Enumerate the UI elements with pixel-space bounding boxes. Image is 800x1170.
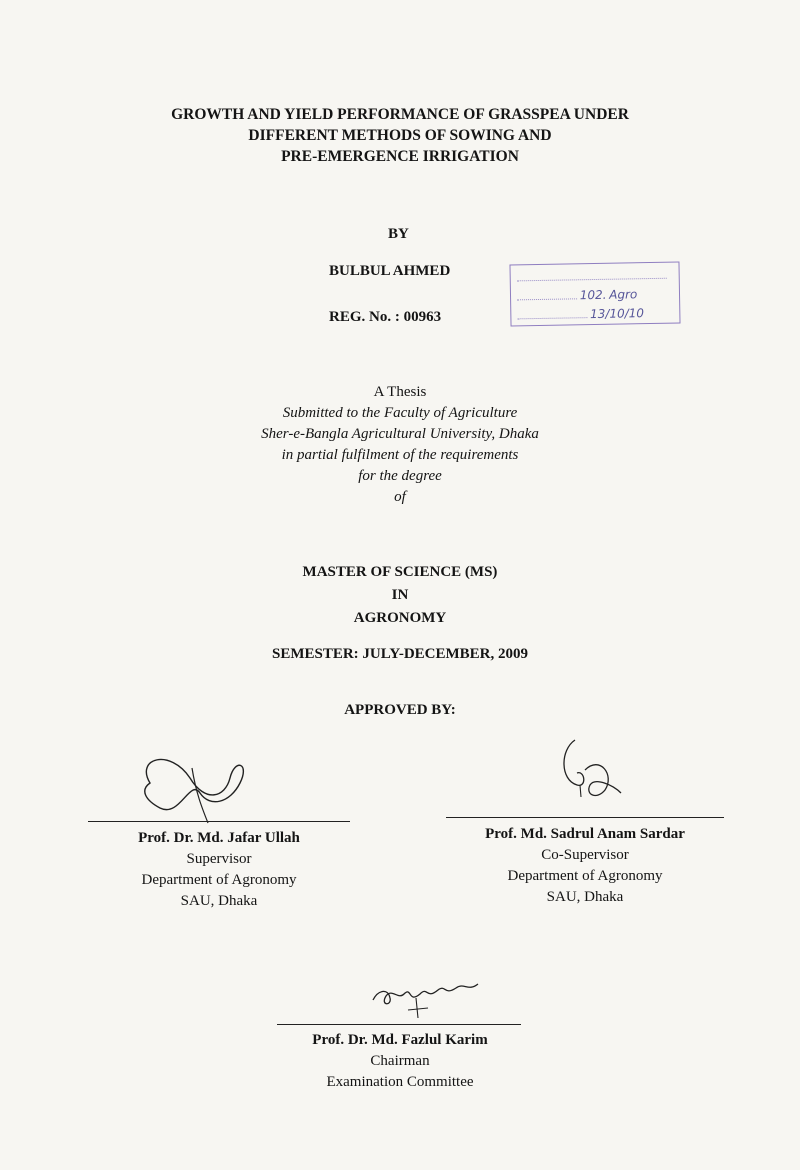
co-supervisor-signature (555, 735, 635, 805)
supervisor-signature (130, 738, 260, 828)
supervisor-block (88, 828, 350, 912)
degree-info (0, 561, 800, 630)
degree-line-1: MASTER OF SCIENCE (MS) (302, 564, 498, 580)
thesis-line-1: Submitted to the Faculty of Agriculture (282, 405, 518, 421)
degree-line-3: AGRONOMY (353, 610, 447, 626)
supervisor-sign-line (88, 821, 350, 822)
approved-by-label: APPROVED BY: (344, 702, 456, 718)
supervisor-inst: SAU, Dhaka (180, 893, 258, 909)
stamp-accession: 102. (579, 287, 607, 303)
thesis-title (0, 104, 800, 167)
chairman-signature (368, 970, 498, 1030)
thesis-line-2: Sher-e-Bangla Agricultural University, Dhaka (261, 426, 539, 442)
thesis-intro: A Thesis (373, 384, 427, 400)
co-supervisor-block (440, 824, 730, 908)
title-line-1: GROWTH AND YIELD PERFORMANCE OF GRASSPEA UNDER (171, 106, 629, 123)
stamp-dept: Agro (609, 287, 638, 302)
thesis-line-4: for the degree (358, 468, 442, 484)
library-stamp (509, 262, 680, 327)
author-name: BULBUL AHMED (329, 263, 451, 279)
semester-label: SEMESTER: JULY-DECEMBER, 2009 (271, 646, 529, 662)
registration-number: REG. No. : 00963 (329, 309, 442, 325)
co-supervisor-sign-line (446, 817, 724, 818)
stamp-date: 13/10/10 (589, 306, 645, 322)
co-supervisor-dept: Department of Agronomy (507, 868, 663, 884)
thesis-line-3: in partial fulfilment of the requirements (281, 447, 519, 463)
degree-line-2: IN (391, 587, 409, 603)
chairman-name: Prof. Dr. Md. Fazlul Karim (312, 1032, 488, 1048)
chairman-committee: Examination Committee (326, 1074, 474, 1090)
title-line-2: DIFFERENT METHODS OF SOWING AND (248, 127, 552, 144)
chairman-sign-line (277, 1024, 521, 1025)
supervisor-name: Prof. Dr. Md. Jafar Ullah (138, 830, 300, 846)
stamp-row-3 (517, 304, 673, 326)
co-supervisor-role: Co-Supervisor (541, 847, 629, 863)
by-label: BY (388, 226, 409, 242)
title-line-3: PRE-EMERGENCE IRRIGATION (281, 148, 519, 165)
supervisor-role: Supervisor (186, 851, 252, 867)
chairman-block (270, 1030, 530, 1093)
co-supervisor-name: Prof. Md. Sadrul Anam Sardar (485, 826, 685, 842)
chairman-role: Chairman (370, 1053, 430, 1069)
co-supervisor-inst: SAU, Dhaka (546, 889, 624, 905)
thesis-line-5: of (394, 489, 406, 505)
stamp-row-1 (517, 267, 673, 288)
thesis-statement (0, 382, 800, 508)
supervisor-dept: Department of Agronomy (141, 872, 297, 888)
